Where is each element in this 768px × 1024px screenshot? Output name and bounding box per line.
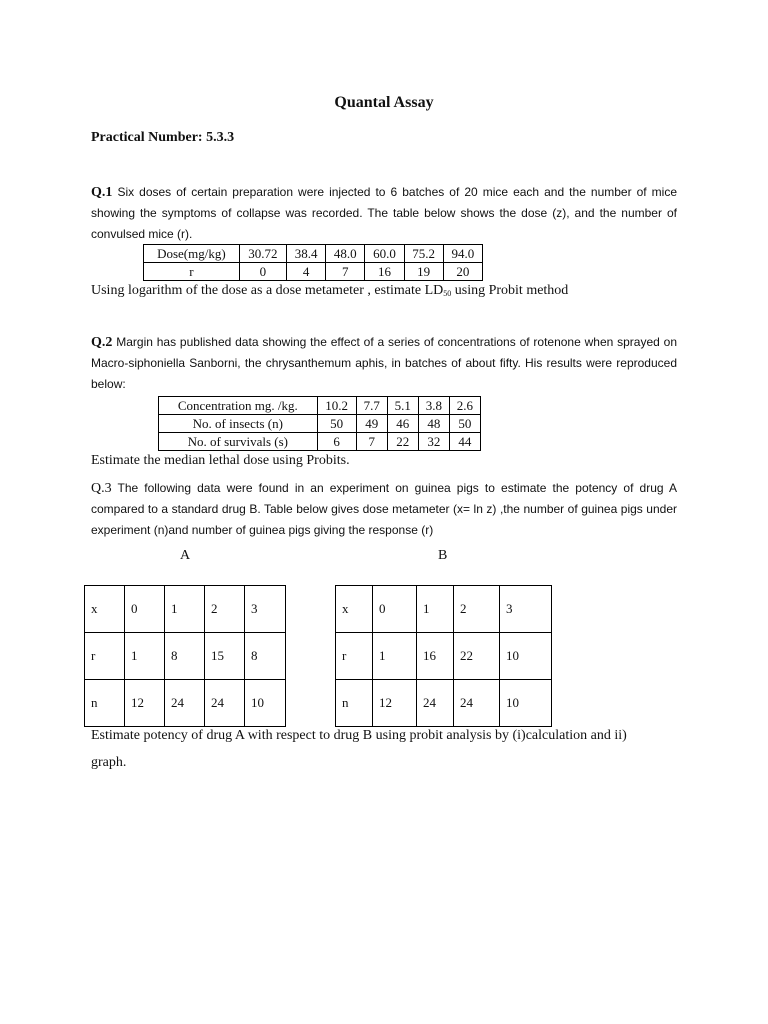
table-cell: 24: [454, 680, 500, 727]
question-3-instruction-line-2: graph.: [91, 755, 127, 770]
question-1: [91, 182, 677, 245]
question-3-label: Q.3: [91, 481, 112, 496]
r-cell: 20: [443, 263, 482, 281]
table-a-heading: A: [180, 548, 191, 563]
insects-cell: 50: [449, 415, 480, 433]
question-1-instruction: Using logarithm of the dose as a dose metameter , estimate $LD_{50}$ using Probit method: [91, 283, 569, 298]
concentration-cell: 5.1: [387, 397, 418, 415]
dose-cell: 48.0: [326, 245, 365, 263]
rotenone-table: [158, 396, 481, 451]
question-2-instruction: Estimate the median lethal dose using Probits.: [91, 453, 350, 468]
question-3: [91, 478, 677, 541]
table-cell: 10: [245, 680, 286, 727]
page-title: Quantal Assay: [334, 94, 434, 111]
question-2-label: Q.2: [91, 335, 113, 350]
survivals-row-header: No. of survivals (s): [159, 433, 318, 451]
concentration-row: [159, 397, 481, 415]
practical-number: Practical Number: 5.3.3: [91, 130, 235, 145]
concentration-cell: 3.8: [418, 397, 449, 415]
table-cell: 10: [500, 633, 552, 680]
question-1-label: Q.1: [91, 185, 113, 200]
insects-cell: 46: [387, 415, 418, 433]
table-cell: x: [85, 586, 125, 633]
drug-b-table: [335, 585, 552, 727]
dose-row: [144, 245, 483, 263]
table-row: [85, 633, 286, 680]
table-cell: x: [336, 586, 373, 633]
r-cell: 16: [365, 263, 404, 281]
table-cell: 3: [500, 586, 552, 633]
table-cell: 22: [454, 633, 500, 680]
dose-cell: 38.4: [287, 245, 326, 263]
survivals-cell: 7: [356, 433, 387, 451]
question-3-instruction-line-1: Estimate potency of drug A with respect to drug B using probit analysis by (i)calculation and ii): [91, 728, 627, 743]
drug-a-table: [84, 585, 286, 727]
table-cell: 24: [417, 680, 454, 727]
survivals-row: [159, 433, 481, 451]
dose-cell: 60.0: [365, 245, 404, 263]
table-cell: 0: [373, 586, 417, 633]
table-cell: 16: [417, 633, 454, 680]
question-3-text: The following data were found in an experiment on guinea pigs to estimate the potency of drug A compared to a standard drug B. Table below gives dose metameter (x= ln z) ,the number of guinea pigs under experiment (n)and number of guinea pigs giving the response (r): [91, 481, 677, 537]
survivals-cell: 44: [449, 433, 480, 451]
table-cell: r: [85, 633, 125, 680]
insects-row-header: No. of insects (n): [159, 415, 318, 433]
survivals-cell: 22: [387, 433, 418, 451]
table-row: [336, 633, 552, 680]
dose-row-header: Dose(mg/kg): [144, 245, 240, 263]
insects-cell: 50: [317, 415, 356, 433]
concentration-cell: 10.2: [317, 397, 356, 415]
table-cell: n: [336, 680, 373, 727]
table-row: [336, 586, 552, 633]
table-cell: 8: [245, 633, 286, 680]
table-row: [85, 586, 286, 633]
table-cell: 12: [373, 680, 417, 727]
r-row: [144, 263, 483, 281]
table-cell: r: [336, 633, 373, 680]
table-cell: 15: [205, 633, 245, 680]
concentration-row-header: Concentration mg. /kg.: [159, 397, 318, 415]
survivals-cell: 32: [418, 433, 449, 451]
concentration-cell: 7.7: [356, 397, 387, 415]
r-row-header: r: [144, 263, 240, 281]
dose-response-table: [143, 244, 483, 281]
r-cell: 7: [326, 263, 365, 281]
table-row: [336, 680, 552, 727]
table-cell: 1: [417, 586, 454, 633]
table-cell: 24: [165, 680, 205, 727]
table-row: [85, 680, 286, 727]
dose-cell: 94.0: [443, 245, 482, 263]
dose-cell: 30.72: [239, 245, 286, 263]
r-cell: 0: [239, 263, 286, 281]
table-cell: 8: [165, 633, 205, 680]
insects-cell: 48: [418, 415, 449, 433]
question-1-text: Six doses of certain preparation were injected to 6 batches of 20 mice each and the number of mice showing the symptoms of collapse was recorded. The table below shows the dose (z), and the number of convulsed mice (r).: [91, 185, 678, 241]
table-cell: 1: [125, 633, 165, 680]
r-cell: 19: [404, 263, 443, 281]
table-b-heading: B: [438, 548, 448, 563]
insects-row: [159, 415, 481, 433]
table-cell: 0: [125, 586, 165, 633]
insects-cell: 49: [356, 415, 387, 433]
table-cell: n: [85, 680, 125, 727]
table-cell: 10: [500, 680, 552, 727]
survivals-cell: 6: [317, 433, 356, 451]
table-cell: 1: [373, 633, 417, 680]
question-2: [91, 332, 677, 395]
r-cell: 4: [287, 263, 326, 281]
table-cell: 24: [205, 680, 245, 727]
table-cell: 1: [165, 586, 205, 633]
concentration-cell: 2.6: [449, 397, 480, 415]
table-cell: 2: [205, 586, 245, 633]
dose-cell: 75.2: [404, 245, 443, 263]
table-cell: 12: [125, 680, 165, 727]
question-2-text: Margin has published data showing the effect of a series of concentrations of rotenone when sprayed on Macro-siphoniella Sanborni, the chrysanthemum aphis, in batches of about fifty. His results were reproduced below:: [91, 335, 678, 391]
table-cell: 3: [245, 586, 286, 633]
table-cell: 2: [454, 586, 500, 633]
